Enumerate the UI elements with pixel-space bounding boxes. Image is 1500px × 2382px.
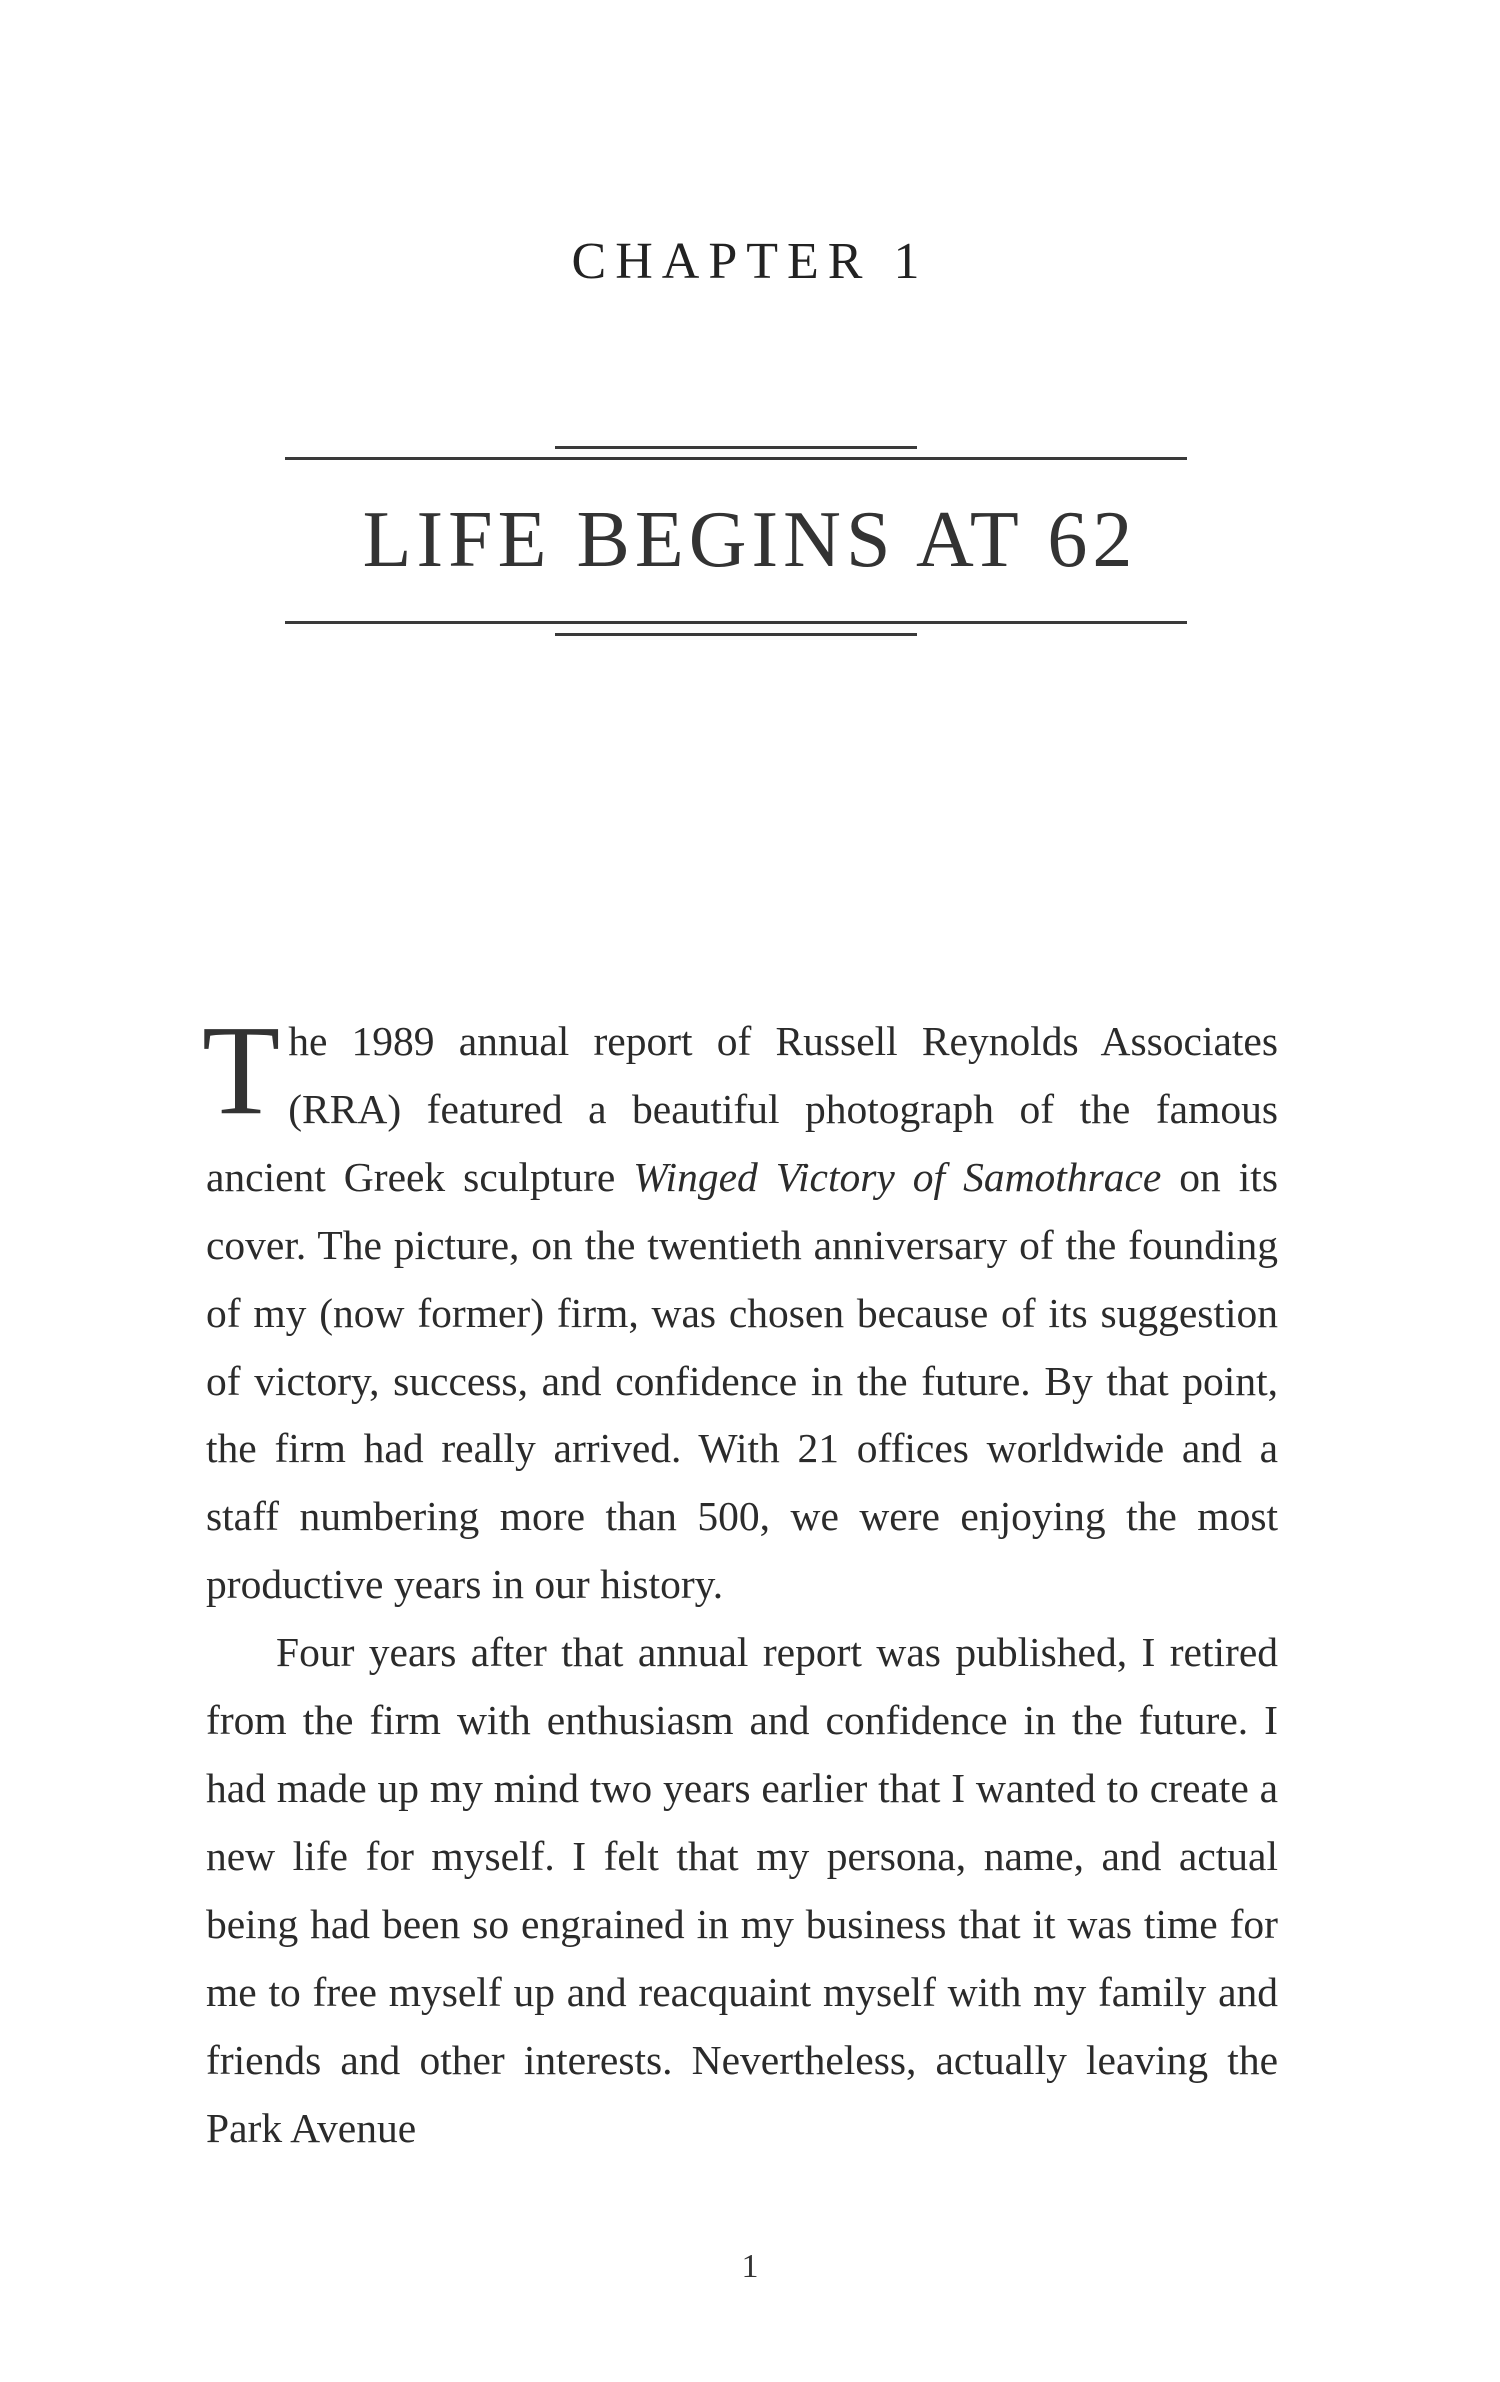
paragraph-1 xyxy=(202,999,1278,1619)
title-rule-bottom-long xyxy=(285,621,1187,624)
title-rule-top-long xyxy=(285,457,1187,460)
chapter-title: LIFE BEGINS AT 62 xyxy=(362,496,1138,584)
paragraph-1-text-a: he 1989 annual report of Russell Reynolds Associates (RRA) featured a beautiful photograph of the famous ancient Greek sculpture xyxy=(206,1018,1278,1200)
drop-cap: T xyxy=(202,999,281,1141)
chapter-label: CHAPTER 1 xyxy=(571,233,929,290)
artwork-title: Winged Victory of Samothrace xyxy=(633,1153,1162,1200)
paragraph-2: Four years after that annual report was published, I retired from the firm with enthusiasm and confidence in the future. I had made up my mind two years earlier that I wanted to create a new life for myself. I felt that my persona, name, and actual being had been so engrained in my business that it was time for me to free myself up and reacquaint myself with my family and friends and other interests. Nevertheless, actually leaving the Park Avenue xyxy=(206,1629,1278,2151)
paragraph-1-text-b: on its cover. The picture, on the twentieth anniversary of the founding of my (now former) firm, was chosen because of its suggestion of victory, success, and confidence in the future. By that point, the firm had really arrived. With 21 offices worldwide and a staff numbering more than 500, we were enjoying the most productive years in our history. xyxy=(206,1153,1278,1608)
body-text xyxy=(202,999,1278,2162)
title-rule-top-short xyxy=(555,446,917,449)
title-rule-bottom-short xyxy=(555,633,917,636)
page-number: 1 xyxy=(741,2248,759,2285)
